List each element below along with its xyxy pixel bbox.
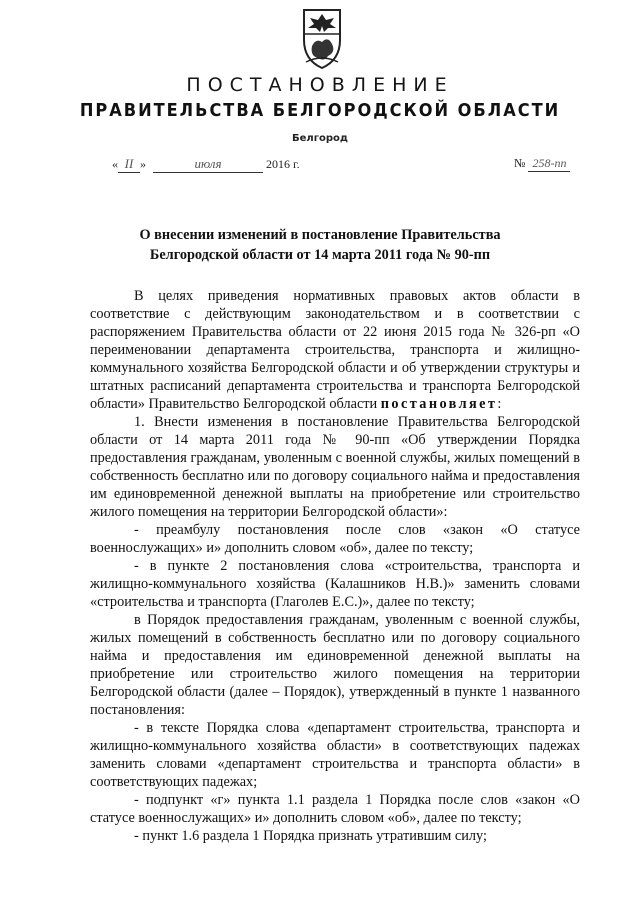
title-line-2: Белгородской области от 14 марта 2011 года № 90-пп (149, 247, 491, 263)
intro-text: В целях приведения нормативных правовых актов области в соответствие с действующим законодательством и в соответствии с распоряжением Правительства области от 22 июня 2015 года № 326-рп «О переименовании департамента строительства, транспорта и жилищно-коммунального хозяйства Белгородской области и об утверждении структуры и штатных расписаний департамента строительства и транспорта Белгородской области» Правительство Белгородской области (90, 288, 580, 412)
bullet-paragraph-4 (90, 791, 580, 827)
date-day: II (118, 156, 140, 173)
city-label: Белгород (292, 133, 348, 144)
coat-of-arms-emblem (296, 6, 348, 72)
bullet-paragraph-5 (90, 827, 580, 845)
decree-word: постановляет (380, 396, 498, 412)
bullet-1-text: - преамбулу постановления после слов «закон «О статусе военнослужащих» и» дополнить словом «об», далее по тексту; (90, 522, 580, 556)
document-title (90, 225, 550, 265)
issuer-heading: ПРАВИТЕЛЬСТВА БЕЛГОРОДСКОЙ ОБЛАСТИ (79, 100, 561, 121)
number-value: 258-пп (528, 156, 570, 172)
close-quote: » (140, 157, 146, 171)
date-month: июля (153, 156, 263, 173)
title-line-1: О внесении изменений в постановление Правительства (139, 227, 501, 243)
date-line (112, 156, 300, 173)
bullet-3-text: - в тексте Порядка слова «департамент строительства, транспорта и жилищно-коммунального хозяйства области» в соответствующих падежах заменить словами «департамент строительства и транспорта области» в соответствующих падежах; (90, 720, 580, 790)
bullet-5-text: - пункт 1.6 раздела 1 Порядка признать утратившим силу; (134, 828, 487, 844)
intro-paragraph (90, 287, 580, 413)
document-type-heading: ПОСТАНОВЛЕНИЕ (186, 74, 454, 96)
bullet-paragraph-2 (90, 557, 580, 611)
item-1-paragraph (90, 413, 580, 521)
decree-colon: : (497, 396, 502, 412)
bullet-paragraph-3 (90, 719, 580, 791)
order-text: в Порядок предоставления гражданам, уволенным с военной службы, жилых помещений в собственность бесплатно или по договору социального найма и предоставления им единовременной денежной выплаты на приобретение или строительство жилого помещения на территории Белгородской области (далее – Порядок), утвержденный в пункте 1 названного постановления: (90, 612, 580, 718)
open-quote: « (112, 157, 118, 171)
date-year: 2016 (266, 157, 290, 171)
bullet-paragraph-1 (90, 521, 580, 557)
document-body (90, 287, 580, 845)
order-paragraph (90, 611, 580, 719)
bullet-2-text: - в пункте 2 постановления слова «строительства, транспорта и жилищно-коммунального хозяйства (Калашников Н.В.)» заменить словами «строительства и транспорта (Глаголев Е.С.)», далее по тексту; (90, 558, 580, 610)
document-number (514, 156, 570, 172)
bullet-4-text: - подпункт «г» пункта 1.1 раздела 1 Порядка после слов «закон «О статусе военнослужащих» и» дополнить словом «об», далее по тексту; (90, 792, 580, 826)
number-prefix: № (514, 156, 526, 170)
date-year-suffix: г. (293, 157, 300, 171)
item-1-text: 1. Внести изменения в постановление Правительства Белгородской области от 14 марта 2011 года № 90-пп «Об утверждении Порядка предоставления гражданам, уволенным с военной службы, жилых помещений в собственность бесплатно или по договору социального найма и предоставления им единовременной денежной выплаты на приобретение или строительство жилого помещения на территории Белгородской области»: (90, 414, 580, 520)
